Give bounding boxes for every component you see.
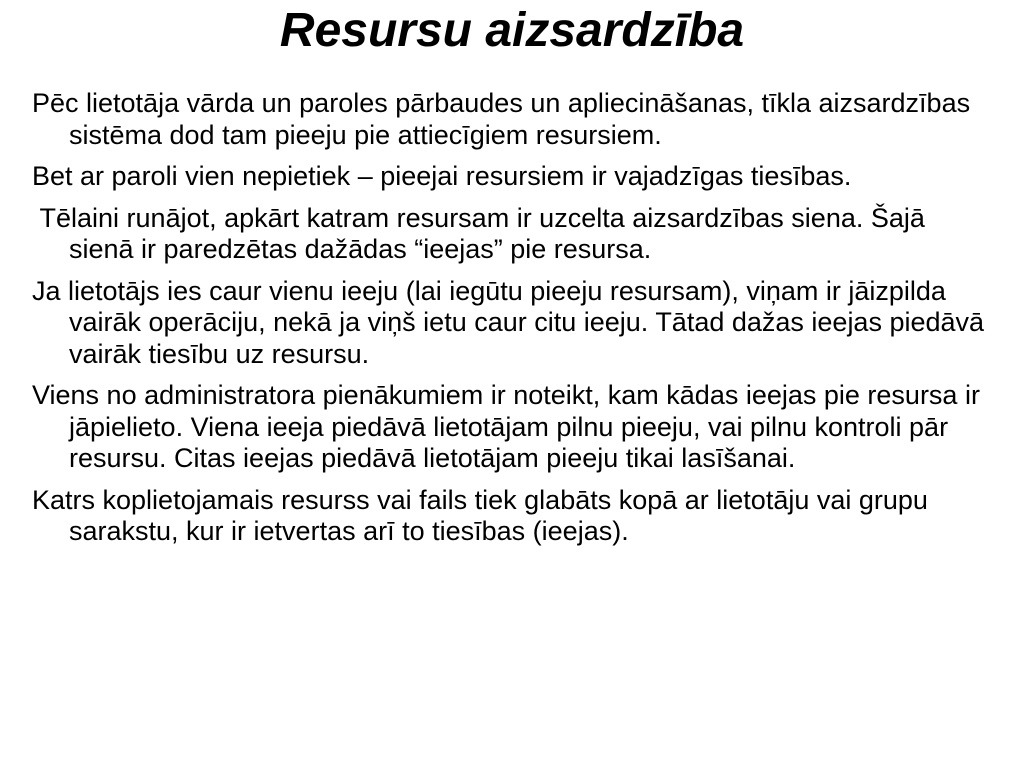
paragraph-1: Pēc lietotāja vārda un paroles pārbaudes un apliecināšanas, tīkla aizsardzības sistēma dod tam pieeju pie attiecīgiem resursiem. — [32, 88, 971, 150]
paragraph-2: Bet ar paroli vien nepietiek – pieejai resursiem ir vajadzīgas tiesības. — [32, 161, 852, 191]
paragraph-3: Tēlaini runājot, apkārt katram resursam ir uzcelta aizsardzības siena. Šajā sienā ir paredzētas dažādas “ieejas” pie resursa. — [32, 202, 933, 264]
paragraph-4: Ja lietotājs ies caur vienu ieeju (lai iegūtu pieeju resursam), viņam ir jāizpilda vairāk operāciju, nekā ja viņš ietu caur citu ieeju. Tātad dažas ieejas piedāvā vairāk tiesību uz resursu. — [32, 275, 985, 369]
slide-body — [32, 88, 996, 558]
paragraph-5: Viens no administratora pienākumiem ir noteikt, kam kādas ieejas pie resursa ir jāpielieto. Viena ieeja piedāvā lietotājam pilnu pieeju, vai pilnu kontroli pār resursu. Citas ieejas piedāvā lietotājam pieeju tikai lasīšanai. — [32, 380, 980, 473]
slide-title: Resursu aizsardzība — [279, 4, 745, 57]
paragraph-6: Katrs koplietojamais resurss vai fails tiek glabāts kopā ar lietotāju vai grupu sarakstu, kur ir ietvertas arī to tiesības (ieejas). — [32, 484, 928, 546]
